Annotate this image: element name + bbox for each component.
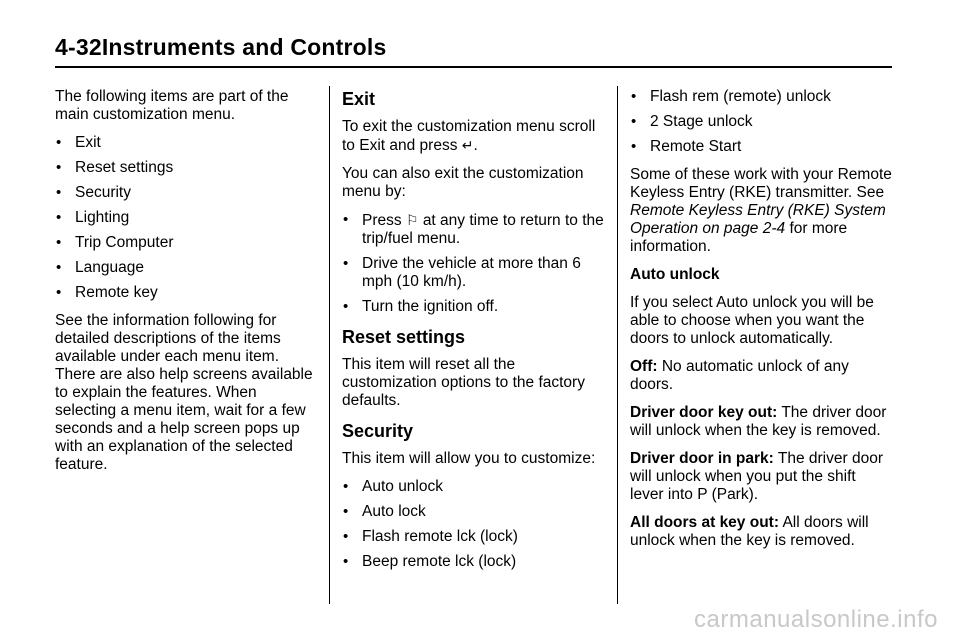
- list-item: • Auto lock: [342, 503, 604, 521]
- rke-reference: Remote Keyless Entry (RKE) System Operation on page 2-4: [630, 202, 886, 237]
- column-divider: [617, 86, 618, 604]
- driver-park-text: The driver door will unlock when you put the shift lever into P (Park).: [630, 450, 883, 503]
- exit-text: To exit the customization menu scroll to Exit and press: [342, 118, 596, 154]
- page-number: 4-32: [55, 34, 102, 60]
- list-item: • Drive the vehicle at more than 6 mph (10 km/h).: [342, 255, 604, 291]
- list-item: • Lighting: [55, 209, 317, 227]
- menu-item-list: [55, 134, 317, 302]
- all-doors-label: All doors at key out:: [630, 514, 779, 531]
- watermark: carmanualsonline.info: [694, 606, 938, 633]
- list-item: • Exit: [55, 134, 317, 152]
- list-item: [342, 211, 604, 248]
- driver-park-label: Driver door in park:: [630, 450, 774, 467]
- list-item: • Beep remote lck (lock): [342, 553, 604, 571]
- driver-park-option: [630, 450, 892, 504]
- rke-text-end: for more information.: [630, 220, 848, 255]
- intro-paragraph: The following items are part of the main customization menu.: [55, 88, 289, 123]
- list-item: • Remote key: [55, 284, 317, 302]
- security-item-list-continued: [630, 88, 892, 156]
- off-label: Off:: [630, 358, 658, 375]
- column-divider: [329, 86, 330, 604]
- auto-unlock-heading: Auto unlock: [630, 266, 720, 283]
- column-left: [55, 88, 317, 484]
- rke-text: Some of these work with your Remote Keyless Entry (RKE) transmitter. See: [630, 166, 892, 201]
- page-header: [55, 34, 892, 61]
- section-title: Instruments and Controls: [101, 34, 387, 60]
- header-divider: [55, 66, 892, 68]
- list-item: • Auto unlock: [342, 478, 604, 496]
- exit-method-list: [342, 211, 604, 316]
- column-middle: [342, 88, 604, 581]
- all-doors-option: [630, 514, 892, 550]
- enter-icon: ↵: [461, 137, 474, 153]
- column-right: [630, 88, 892, 560]
- list-item: • Flash remote lck (lock): [342, 528, 604, 546]
- exit-heading: Exit: [342, 89, 376, 109]
- exit-text-end: .: [473, 137, 478, 154]
- list-item: • Language: [55, 259, 317, 277]
- all-doors-text: All doors will unlock when the key is removed.: [630, 514, 869, 549]
- info-paragraph: See the information following for detailed descriptions of the items available under each menu item. There are also help screens available to explain the features. When selecting a menu item, wait for a few seconds and a help screen pops up with an explanation of the selected feature.: [55, 312, 313, 473]
- rke-paragraph: [630, 166, 892, 256]
- exit-alt-paragraph: You can also exit the customization menu by:: [342, 165, 584, 200]
- reset-paragraph: This item will reset all the customization options to the factory defaults.: [342, 356, 585, 409]
- security-paragraph: This item will allow you to customize:: [342, 450, 596, 467]
- driver-key-option: [630, 404, 892, 440]
- list-item: • Flash rem (remote) unlock: [630, 88, 892, 106]
- press-text: Press: [362, 212, 402, 229]
- list-item: • Security: [55, 184, 317, 202]
- reset-heading: Reset settings: [342, 327, 466, 347]
- auto-unlock-paragraph: If you select Auto unlock you will be able to choose when you want the doors to unlock automatically.: [630, 294, 874, 347]
- press-text-rest: at any time to return to the trip/fuel menu.: [362, 212, 604, 247]
- driver-key-label: Driver door key out:: [630, 404, 778, 421]
- info-icon: ⚐: [405, 212, 419, 228]
- security-heading: Security: [342, 421, 414, 441]
- driver-key-text: The driver door will unlock when the key is removed.: [630, 404, 887, 439]
- exit-paragraph: [342, 118, 604, 155]
- security-item-list: [342, 478, 604, 571]
- list-item: • Trip Computer: [55, 234, 317, 252]
- list-item: • Reset settings: [55, 159, 317, 177]
- list-item: • Remote Start: [630, 138, 892, 156]
- off-text: No automatic unlock of any doors.: [630, 358, 849, 393]
- list-item: • 2 Stage unlock: [630, 113, 892, 131]
- list-item: • Turn the ignition off.: [342, 298, 604, 316]
- off-option: [630, 358, 892, 394]
